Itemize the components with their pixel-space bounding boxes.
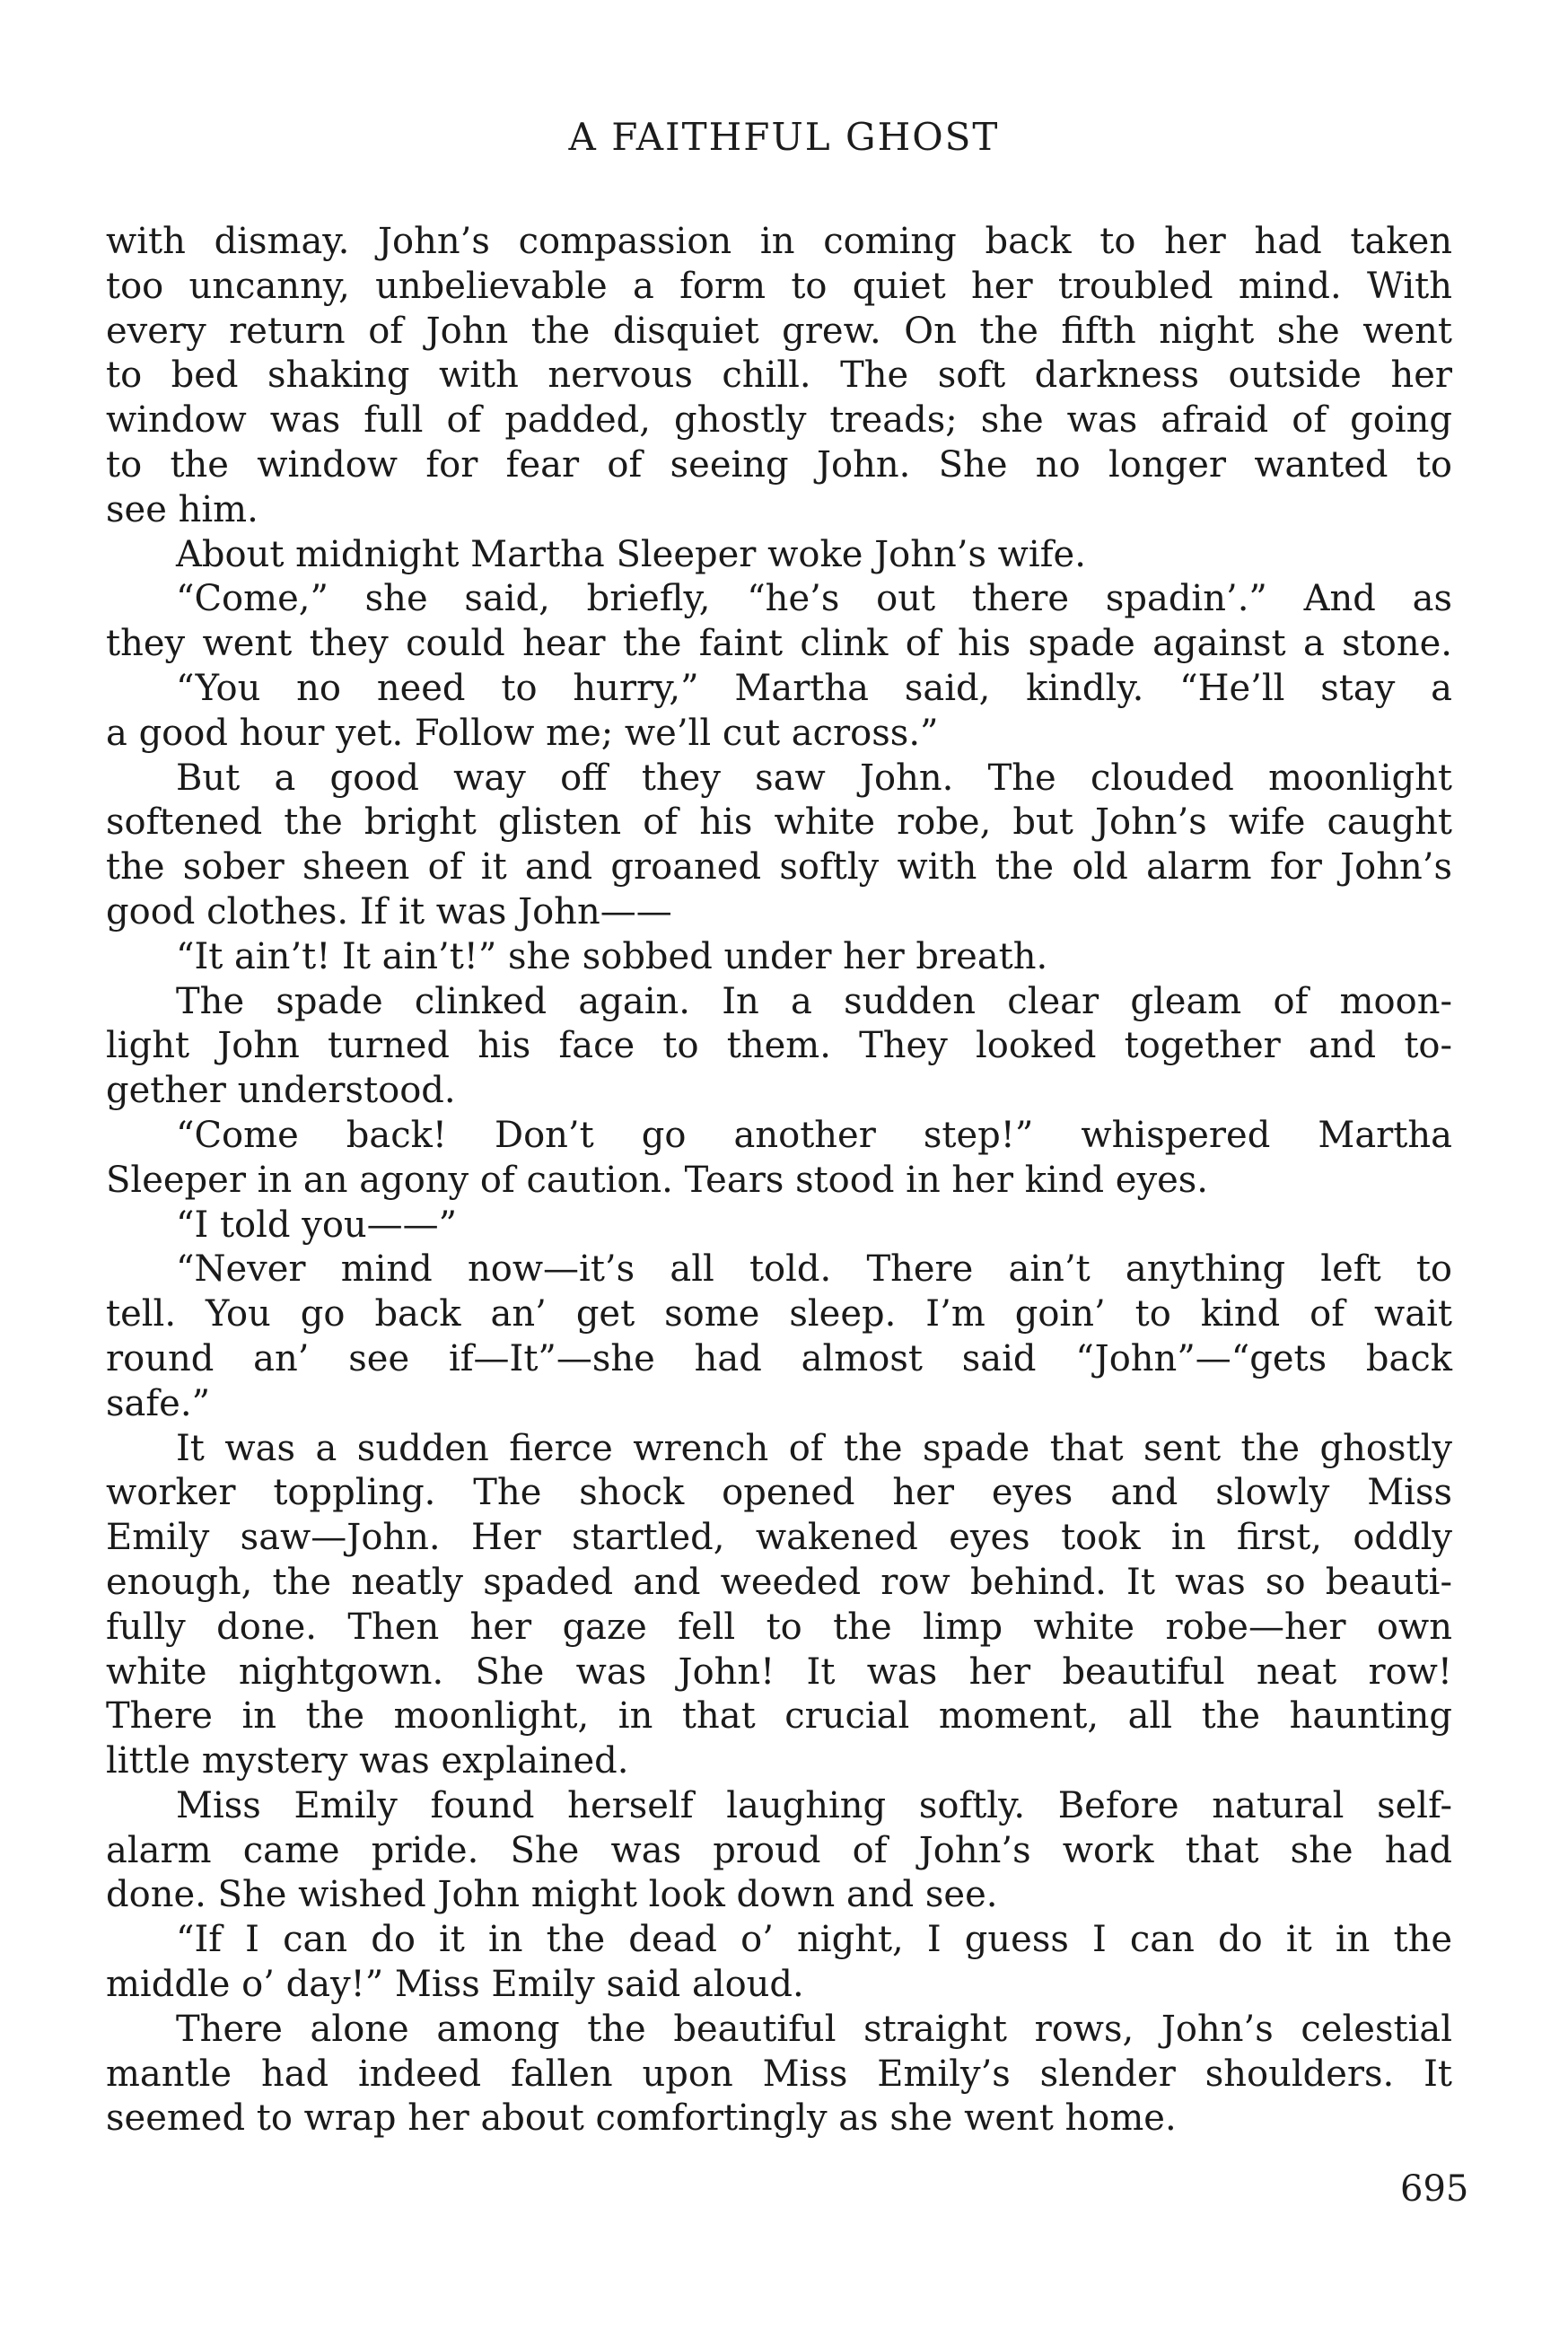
page-number: 695	[1400, 2168, 1469, 2210]
text-line: good clothes. If it was John——	[106, 890, 672, 933]
running-head: A FAITHFUL GHOST	[568, 115, 1000, 159]
text-line: tell. You go back an’ get some sleep. I’m goin’ to kind of wait	[106, 1293, 1452, 1335]
text-line: light John turned his face to them. They looked together and to-	[106, 1025, 1452, 1067]
text-line: fully done. Then her gaze fell to the limp white robe—her own	[106, 1606, 1452, 1648]
text-line: “Come,” she said, briefly, “he’s out there spadin’.” And as	[176, 578, 1452, 620]
text-line: gether understood.	[106, 1070, 456, 1112]
text-line: “Never mind now—it’s all told. There ain’t anything left to	[176, 1248, 1452, 1291]
text-line: “Come back! Don’t go another step!” whispered Martha	[176, 1114, 1452, 1156]
text-line: “I told you——”	[176, 1204, 458, 1246]
text-line: alarm came pride. She was proud of John’s work that she had	[106, 1829, 1452, 1871]
text-line: It was a sudden fierce wrench of the spade that sent the ghostly	[176, 1427, 1452, 1469]
text-line: with dismay. John’s compassion in coming back to her had taken	[106, 221, 1452, 262]
text-line: Sleeper in an agony of caution. Tears stood in her kind eyes.	[106, 1159, 1208, 1201]
text-line: “If I can do it in the dead o’ night, I guess I can do it in the	[176, 1919, 1452, 1961]
text-line: middle o’ day!” Miss Emily said aloud.	[106, 1964, 804, 2006]
text-line: window was full of padded, ghostly treads; she was afraid of going	[106, 399, 1452, 442]
text-line: they went they could hear the faint clink of his spade against a stone.	[106, 623, 1452, 665]
text-line: There alone among the beautiful straight rows, John’s celestial	[176, 2008, 1452, 2050]
text-line: mantle had indeed fallen upon Miss Emily’s slender shoulders. It	[106, 2053, 1452, 2095]
text-line: About midnight Martha Sleeper woke John’s wife.	[176, 533, 1086, 575]
text-line: the sober sheen of it and groaned softly with the old alarm for John’s	[106, 846, 1452, 889]
text-line: But a good way off they saw John. The clouded moonlight	[176, 757, 1452, 799]
text-line: too uncanny, unbelievable a form to quiet her troubled mind. With	[106, 265, 1452, 307]
text-line: to bed shaking with nervous chill. The soft darkness outside her	[106, 355, 1452, 397]
text-line: softened the bright glisten of his white robe, but John’s wife caught	[106, 801, 1452, 844]
text-line: “It ain’t! It ain’t!” she sobbed under her breath.	[176, 935, 1048, 977]
text-line: The spade clinked again. In a sudden clear gleam of moon-	[176, 980, 1452, 1022]
text-line: white nightgown. She was John! It was her beautiful neat row!	[106, 1651, 1452, 1693]
text-line: little mystery was explained.	[106, 1740, 629, 1782]
text-line: enough, the neatly spaded and weeded row behind. It was so beauti-	[106, 1561, 1452, 1603]
text-line: every return of John the disquiet grew. On the fifth night she went	[106, 310, 1452, 352]
text-line: Miss Emily found herself laughing softly. Before natural self-	[176, 1784, 1452, 1826]
text-line: “You no need to hurry,” Martha said, kindly. “He’ll stay a	[176, 667, 1452, 709]
text-line: Emily saw—John. Her startled, wakened eyes took in first, oddly	[106, 1517, 1452, 1559]
text-line: seemed to wrap her about comfortingly as she went home.	[106, 2097, 1177, 2140]
text-line: done. She wished John might look down and see.	[106, 1874, 998, 1916]
body-text	[106, 220, 1452, 2141]
text-line: safe.”	[106, 1382, 211, 1424]
text-line: There in the moonlight, in that crucial moment, all the haunting	[106, 1695, 1452, 1738]
text-line: worker toppling. The shock opened her eyes and slowly Miss	[106, 1472, 1452, 1514]
text-line: a good hour yet. Follow me; we’ll cut across.”	[106, 712, 939, 754]
text-line: see him.	[106, 488, 258, 530]
text-line: round an’ see if—It”—she had almost said “John”—“gets back	[106, 1337, 1452, 1379]
text-line: to the window for fear of seeing John. She no longer wanted to	[106, 443, 1452, 486]
